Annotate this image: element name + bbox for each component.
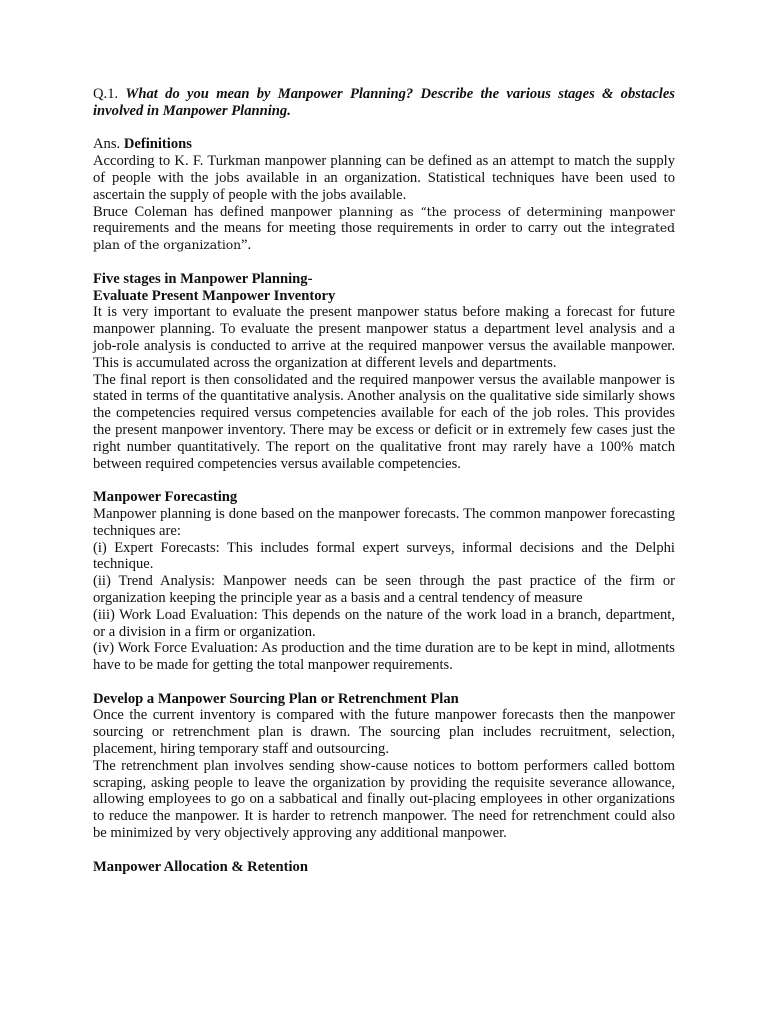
stage-2-heading: Manpower Forecasting — [93, 489, 238, 506]
definition-quote-2: integrated plan of the organization — [93, 220, 675, 253]
spacer — [93, 674, 675, 691]
answer-heading-line — [93, 136, 675, 153]
stage-1-paragraph-2: The final report is then consolidated and the required manpower versus the available manpower is stated in terms of the quantitative analysis. Another analysis on the qualitative side similarly shows the competencies required versus competencies available for each of the job roles. This provides the present manpower inventory. There may be excess or deficit or in extremely few cases just the right number quantitatively. The report on the qualitative front may rarely have a 100% match between required competencies versus available competencies. — [93, 371, 675, 472]
stage-3-paragraph-1: Once the current inventory is compared with the future manpower forecasts then the manpower sourcing or retrenchment plan is drawn. The sourcing plan includes recruitment, selection, placement, hiring temporary staff and outsourcing. — [93, 707, 675, 758]
definition-paragraph-1: According to K. F. Turkman manpower planning can be defined as an attempt to match the supply of people with the jobs available in an organization. Statistical techniques have been used to ascertain the supply of people with the jobs available. — [93, 153, 675, 203]
definition-end: ”. — [240, 237, 252, 254]
spacer — [93, 120, 675, 137]
definition-mid: requirements and the means for meeting those requirements in order to carry out the — [93, 220, 611, 237]
spacer — [93, 842, 675, 859]
forecast-item-1: (i) Expert Forecasts: This includes formal expert surveys, informal decisions and the Delphi technique. — [93, 539, 675, 573]
question-text: What do you mean by Manpower Planning? Describe the various stages & obstacles involved in Manpower Planning. — [93, 86, 675, 119]
stage-1-heading: Evaluate Present Manpower Inventory — [93, 287, 336, 304]
definitions-heading: Definitions — [123, 136, 192, 153]
spacer — [93, 254, 675, 271]
stage-2-paragraph-1: Manpower planning is done based on the manpower forecasts. The common manpower forecasting techniques are: — [93, 505, 675, 539]
stage-4-heading: Manpower Allocation & Retention — [93, 858, 308, 875]
question-prefix: Q.1. — [93, 86, 126, 102]
spacer — [93, 472, 675, 489]
question-line — [93, 86, 675, 120]
forecast-item-3: (iii) Work Load Evaluation: This depends on the nature of the work load in a branch, department, or a division in a firm or organization. — [93, 606, 675, 640]
stage-1-paragraph-1: It is very important to evaluate the present manpower status before making a forecast for future manpower planning. To evaluate the present manpower status a department level analysis and a job-role analysis is conducted to arrive at the required manpower versus the available manpower. This is accumulated across the organization at different levels and departments. — [93, 304, 675, 371]
definition-quote: planning as “the process of determining manpower — [338, 203, 676, 219]
stage-3-paragraph-2: The retrenchment plan involves sending show-cause notices to bottom performers called bottom scraping, asking people to leave the organization by providing the requisite severance allowance, allowing employees to go on a sabbatical and finally out-placing employees in other organizations to reduce the manpower. It is harder to retrench manpower. The need for retrenchment could also be minimized by very objectively approving any additional manpower. — [93, 757, 675, 842]
definition-lead: Bruce Coleman has defined manpower — [93, 203, 339, 220]
answer-prefix: Ans. — [93, 136, 124, 153]
document-page — [93, 86, 675, 875]
definition-paragraph-2 — [93, 204, 675, 254]
stages-heading: Five stages in Manpower Planning- — [93, 270, 313, 287]
forecast-item-2: (ii) Trend Analysis: Manpower needs can be seen through the past practice of the firm or organization keeping the principle year as a basis and a central tendency of measure — [93, 573, 675, 606]
stage-3-heading: Develop a Manpower Sourcing Plan or Retrenchment Plan — [93, 690, 459, 707]
forecast-item-4: (iv) Work Force Evaluation: As production and the time duration are to be kept in mind, allotments have to be made for getting the total manpower requirements. — [93, 640, 675, 674]
